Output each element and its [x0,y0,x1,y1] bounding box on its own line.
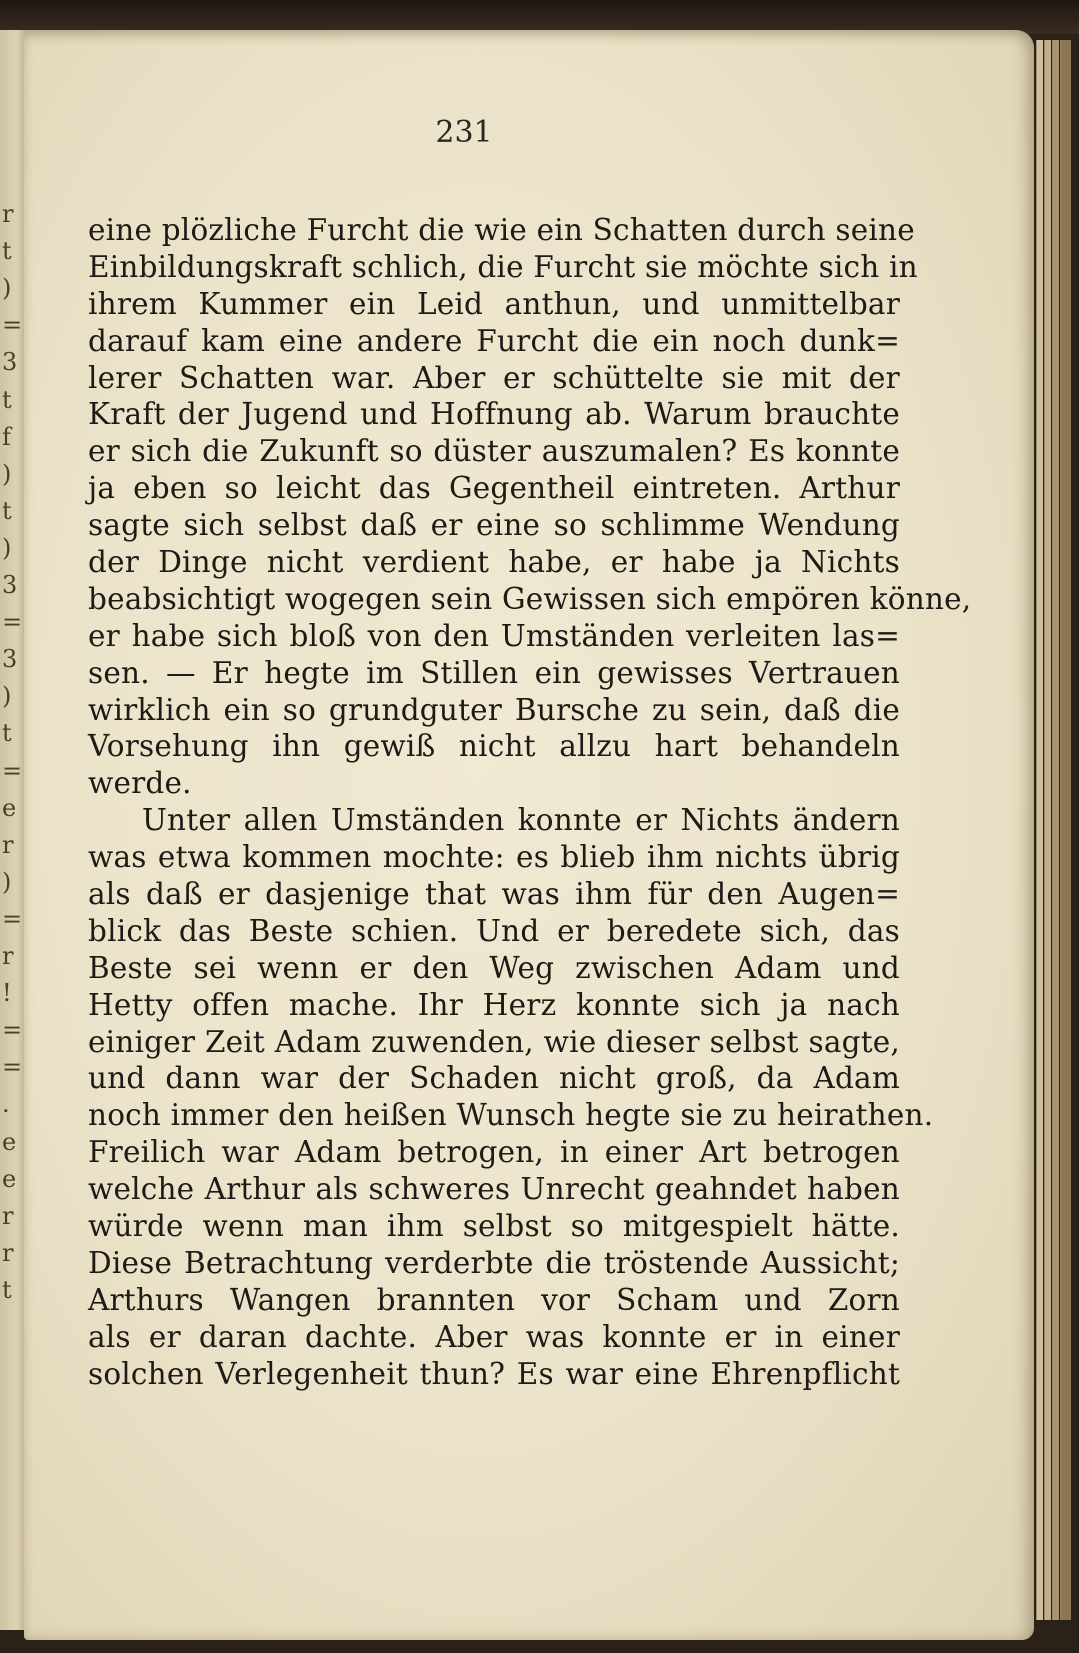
text-line: welche Arthur als schweres Unrecht geahndet haben [88,1172,900,1207]
text-line: Freilich war Adam betrogen, in einer Art betrogen [88,1135,900,1170]
margin-glyph: r [2,200,14,228]
text-line: Einbildungskraft schlich, die Furcht sie möchte sich in [88,249,918,284]
text-line: was etwa kommen mochte: es blieb ihm nichts übrig [88,840,900,875]
text-line: er sich die Zukunft so düster auszumalen? Es konnte [88,434,900,469]
body-text [88,212,972,1393]
text-line: würde wenn man ihm selbst so mitgespielt hätte. [88,1209,900,1244]
margin-glyph: = [2,311,23,340]
margin-glyph: . [2,1090,10,1119]
text-line: Diese Betrachtung verderbte die tröstende Aussicht; [88,1245,900,1280]
margin-glyph: ) [2,274,12,303]
text-line: der Dinge nicht verdient habe, er habe ja Nichts [88,545,900,580]
text-line: beabsichtigt wogegen sein Gewissen sich empören könne, [88,581,972,616]
margin-glyph: r [2,1201,14,1230]
text-line: darauf kam eine andere Furcht die ein noch dunk= [88,323,900,358]
text-line: und dann war der Schaden nicht groß, da Adam [88,1061,900,1096]
text-line: Hetty offen mache. Ihr Herz konnte sich ja nach [88,987,900,1022]
text-line: sagte sich selbst daß er eine so schlimme Wendung [88,508,900,543]
margin-glyph: = [2,756,23,785]
book-top-edge [0,0,1079,34]
margin-glyph: f [2,422,11,451]
margin-glyph: e [2,1127,17,1156]
margin-glyph: r [2,942,14,970]
margin-glyph: ) [2,867,12,896]
text-line: als er daran dachte. Aber was konnte er in einer [88,1319,900,1354]
text-line: werde. [88,766,192,801]
margin-glyph: e [2,1164,17,1193]
margin-glyph: ! [2,979,12,1008]
text-line: eine plözliche Furcht die wie ein Schatten durch seine [88,213,915,247]
text-line: noch immer den heißen Wunsch hegte sie zu heirathen. [88,1098,934,1133]
margin-glyph: t [2,719,12,748]
text-line: Kraft der Jugend und Hoffnung ab. Warum brauchte [88,397,900,432]
text-line: sen. — Er hegte im Stillen ein gewisses Vertrauen [88,655,900,690]
margin-glyph: 3 [2,645,18,674]
text-line: solchen Verlegenheit thun? Es war eine Ehrenpflicht [88,1356,900,1391]
margin-glyph: = [2,1016,23,1045]
margin-glyph: 3 [2,571,18,599]
text-line: ihrem Kummer ein Leid anthun, und unmittelbar [88,286,900,321]
text-line: blick das Beste schien. Und er beredete sich, das [88,913,900,948]
text-line: als daß er dasjenige that was ihm für den Augen= [88,877,900,912]
margin-glyph: = [2,904,23,933]
margin-glyph: e [2,793,17,822]
margin-glyph: = [2,608,23,637]
page-number: 231 [435,115,493,150]
margin-glyph: ) [2,533,12,562]
book-page [24,30,1034,1640]
page-edge [1036,40,1043,1620]
margin-glyph: t [2,237,12,266]
margin-glyph: = [2,1053,23,1082]
text-line: Unter allen Umständen konnte er Nichts ändern [142,803,900,838]
margin-glyph: ) [2,459,12,488]
text-line: wirklich ein so grundguter Bursche zu sein, daß die [88,692,900,727]
margin-glyph: ) [2,682,12,711]
margin-glyph: r [2,1238,14,1267]
page-edge [1044,40,1051,1620]
margin-glyph: t [2,496,12,525]
text-line: lerer Schatten war. Aber er schüttelte sie mit der [88,360,900,395]
margin-glyph: t [2,1275,12,1304]
text-line: Vorsehung ihn gewiß nicht allzu hart behandeln [88,729,900,764]
text-line: ja eben so leicht das Gegentheil eintreten. Arthur [88,471,900,506]
margin-glyph: t [2,385,12,414]
page-edge [1060,40,1071,1620]
text-line: Beste sei wenn er den Weg zwischen Adam und [88,950,900,985]
text-line: Arthurs Wangen brannten vor Scham und Zorn [88,1282,900,1317]
text-line: er habe sich bloß von den Umständen verleiten las= [88,618,900,653]
margin-glyph: r [2,830,14,859]
margin-glyph: 3 [2,348,18,377]
page-edge [1052,40,1059,1620]
text-line: einiger Zeit Adam zuwenden, wie dieser selbst sagte, [88,1024,900,1059]
